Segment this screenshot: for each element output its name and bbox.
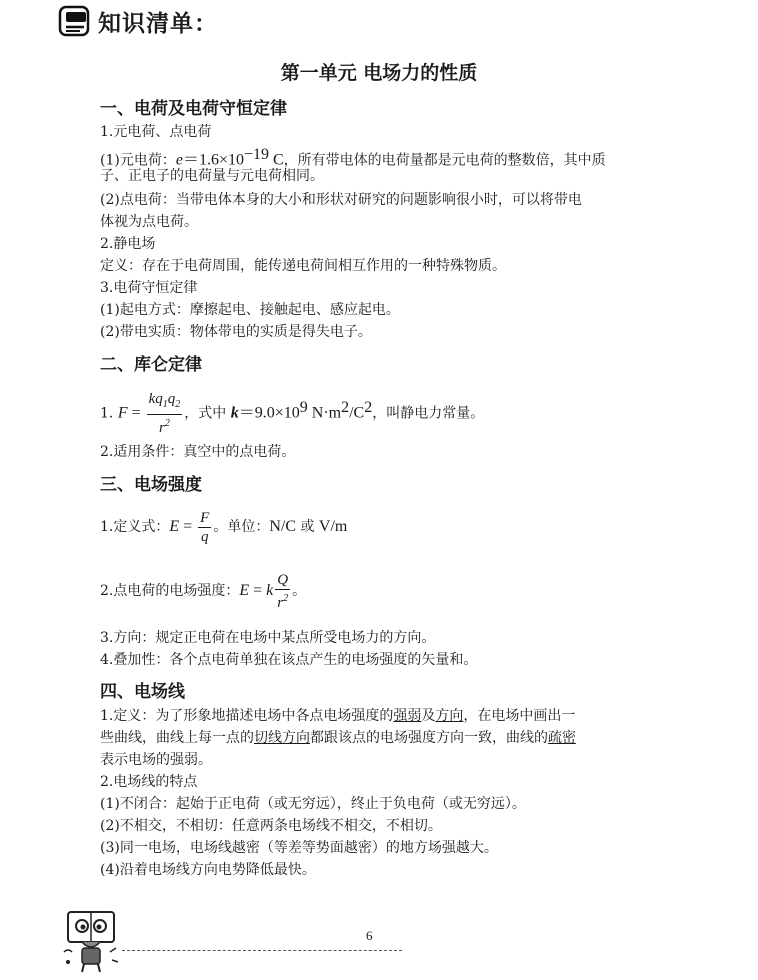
field-definition-fraction: $\frac{F}{q}$: [200, 509, 210, 545]
s1-line-2: (1)元电荷：$e=1.6\times 10^{-19}$ C，所有带电体的电荷量都是元电荷的整数倍，其中质: [100, 146, 606, 169]
s4-line-4: 2.电场线的特点: [100, 774, 198, 790]
s1-line-1: 1.元电荷、点电荷: [100, 124, 212, 140]
s1-line-8: 3.电荷守恒定律: [100, 280, 198, 296]
page-number: 6: [366, 928, 373, 943]
s1-line-4: (2)点电荷：当带电体本身的大小和形状对研究的问题影响很小时，可以将带电: [100, 192, 582, 208]
header-title: 知识清单：: [98, 10, 218, 37]
s2-line-1: 1. F = $\frac{kq_1q_2}{r^2}$ ，式中 $k=9.0\times 10^9$ $N\cdot m^2/C^2$，叫静电力常量。: [100, 391, 485, 437]
section-1-title: 一、电荷及电荷守恒定律: [100, 99, 287, 119]
s1-line-6: 2.静电场: [100, 236, 156, 252]
coulomb-fraction: $\frac{kq_1q_2}{r^2}$: [148, 391, 181, 437]
reading-mascot-icon: [60, 908, 122, 974]
unit-title: 第一单元 电场力的性质: [280, 62, 478, 84]
s4-line-3: 表示电场的强弱。: [100, 752, 212, 768]
s2-line-2: 2.适用条件：真空中的点电荷。: [100, 444, 296, 460]
s4-line-6: (2)不相交，不相切：任意两条电场线不相交，不相切。: [100, 818, 442, 834]
s3-line-1: 1.定义式：E = $\frac{F}{q}$ 。单位：N/C 或 V/m: [100, 509, 348, 545]
s4-line-1: 1.定义：为了形象地描述电场中各点电场强度的强弱及方向，在电场中画出一: [100, 708, 576, 724]
s3-line-2: 2.点电荷的电场强度：E = k $\frac{Q}{r^2}$ 。: [100, 571, 307, 611]
section-2-title: 二、库仑定律: [100, 355, 202, 375]
s4-line-7: (3)同一电场，电场线越密（等差等势面越密）的地方场强越大。: [100, 840, 498, 856]
s1-line-9: (1)起电方式：摩擦起电、接触起电、感应起电。: [100, 302, 400, 318]
s4-line-8: (4)沿着电场线方向电势降低最快。: [100, 862, 316, 878]
s3-line-3: 3.方向：规定正电荷在电场中某点所受电场力的方向。: [100, 630, 436, 646]
s3-line-4: 4.叠加性：各个点电荷单独在该点产生的电场强度的矢量和。: [100, 652, 478, 668]
header: [58, 4, 218, 38]
footer-dashed-line: [122, 950, 402, 951]
s1-line-3: 子、正电子的电荷量与元电荷相同。: [100, 168, 324, 184]
s1-line-7: 定义：存在于电荷周围，能传递电荷间相互作用的一种特殊物质。: [100, 258, 506, 274]
s1-line-5: 体视为点电荷。: [100, 214, 198, 230]
section-4-title: 四、电场线: [100, 682, 185, 702]
s4-line-5: (1)不闭合：起始于正电荷（或无穷远），终止于负电荷（或无穷远）。: [100, 796, 526, 812]
notebook-icon: [58, 4, 92, 38]
point-charge-fraction: $\frac{Q}{r^2}$: [277, 571, 289, 611]
section-3-title: 三、电场强度: [100, 475, 202, 495]
s4-line-2: 些曲线，曲线上每一点的切线方向都跟该点的电场强度方向一致，曲线的疏密: [100, 730, 576, 746]
s1-line-10: (2)带电实质：物体带电的实质是得失电子。: [100, 324, 372, 340]
